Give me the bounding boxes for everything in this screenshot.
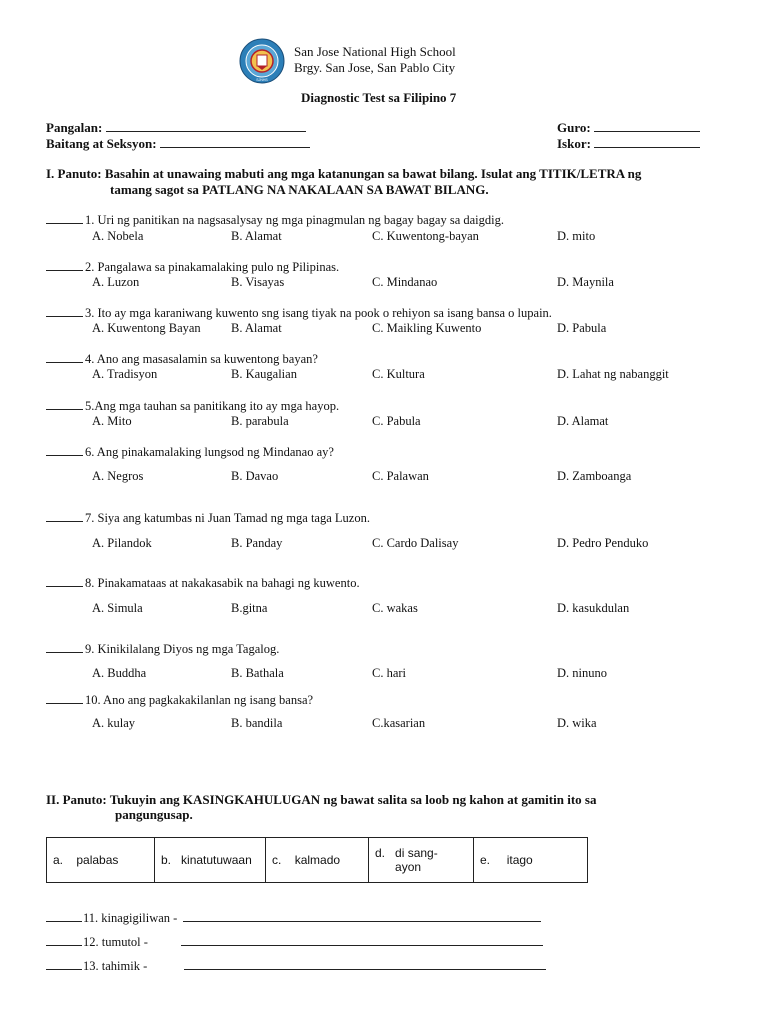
question-text: 3. Ito ay mga karaniwang kuwento sng isang tiyak na pook o rehiyon sa isang bansa o lupain. <box>85 306 552 320</box>
question-5-option-d: D. Alamat <box>557 414 609 428</box>
answer-blank[interactable] <box>46 958 82 970</box>
answer-item-label: 13. tahimik - <box>83 959 148 973</box>
part1-instruction-line2: tamang sagot sa PATLANG NA NAKALAAN SA BAWAT BILANG. <box>110 182 489 197</box>
question-5-option-c: C. Pabula <box>372 414 421 428</box>
answer-item-label: 12. tumutol - <box>83 935 148 949</box>
score-blank[interactable] <box>594 136 700 148</box>
question-10-option-d: D. wika <box>557 716 597 730</box>
choice-letter: b. <box>161 853 172 867</box>
question-2-option-a: A. Luzon <box>92 275 140 289</box>
answer-blank[interactable] <box>46 910 82 922</box>
question-4-option-b: B. Kaugalian <box>231 367 297 381</box>
choice-cell-b <box>155 838 266 883</box>
answer-blank[interactable] <box>46 398 83 410</box>
choice-letter: d. <box>375 846 386 860</box>
question-3-option-a: A. Kuwentong Bayan <box>92 321 201 335</box>
question-8-option-d: D. kasukdulan <box>557 601 630 615</box>
choice-cell-c <box>266 838 369 883</box>
question-9-option-b: B. Bathala <box>231 666 284 680</box>
question-10-option-a: A. kulay <box>92 716 136 730</box>
school-name: San Jose National High School <box>294 44 456 59</box>
question-7 <box>46 510 370 526</box>
question-7-option-a: A. Pilandok <box>92 536 152 550</box>
choice-letter: c. <box>272 853 282 867</box>
question-2-option-c: C. Mindanao <box>372 275 438 289</box>
question-4-option-a: A. Tradisyon <box>92 367 158 381</box>
answer-blank[interactable] <box>46 510 83 522</box>
teacher-field[interactable] <box>557 120 700 136</box>
question-8-option-c: C. wakas <box>372 601 418 615</box>
choice-cell-a <box>47 838 155 883</box>
question-1-option-c: C. Kuwentong-bayan <box>372 229 479 243</box>
question-1-option-d: D. mito <box>557 229 596 243</box>
answer-item-13[interactable] <box>46 958 546 974</box>
answer-item-11[interactable] <box>46 910 541 926</box>
section-field[interactable] <box>46 136 310 152</box>
question-7-option-d: D. Pedro Penduko <box>557 536 649 550</box>
choice-word: kinatutuwaan <box>181 853 252 867</box>
choice-cell-d <box>369 838 474 883</box>
question-4-option-c: C. Kultura <box>372 367 425 381</box>
sentence-line[interactable] <box>181 934 543 946</box>
question-text: 10. Ano ang pagkakakilanlan ng isang bansa? <box>85 693 314 707</box>
question-3-option-d: D. Pabula <box>557 321 607 335</box>
question-3-option-b: B. Alamat <box>231 321 282 335</box>
name-label: Pangalan: <box>46 120 103 135</box>
question-9-option-c: C. hari <box>372 666 407 680</box>
seal-lettering: SJNHS <box>256 78 268 82</box>
part2-instruction-line2: pangungusap. <box>115 807 193 822</box>
question-6-option-a: A. Negros <box>92 469 144 483</box>
question-5-option-b: B. parabula <box>231 414 289 428</box>
question-2 <box>46 259 339 275</box>
question-10-option-b: B. bandila <box>231 716 283 730</box>
choice-word: itago <box>506 853 533 867</box>
question-7-option-b: B. Panday <box>231 536 283 550</box>
question-3 <box>46 305 552 321</box>
question-text: 2. Pangalawa sa pinakamalaking pulo ng Pilipinas. <box>85 260 340 274</box>
part2-instruction-line1: II. Panuto: Tukuyin ang KASINGKAHULUGAN ng bawat salita sa loob ng kahon at gamitin ito sa <box>46 792 597 807</box>
question-text: 6. Ang pinakamalaking lungsod ng Mindanao ay? <box>85 445 334 459</box>
score-field[interactable] <box>557 136 700 152</box>
question-6-option-c: C. Palawan <box>372 469 429 483</box>
answer-item-12[interactable] <box>46 934 543 950</box>
section-blank[interactable] <box>160 136 310 148</box>
name-blank[interactable] <box>106 120 306 132</box>
question-1 <box>46 212 504 228</box>
teacher-label: Guro: <box>557 120 591 135</box>
question-6-option-b: B. Davao <box>231 469 279 483</box>
question-text: 9. Kinikilalang Diyos ng mga Tagalog. <box>85 642 280 656</box>
part1-instruction-line1: I. Panuto: Basahin at unawaing mabuti ang mga katanungan sa bawat bilang. Isulat ang TITIK/LETRA ng <box>46 166 642 181</box>
choice-letter: a. <box>53 853 64 867</box>
question-9 <box>46 641 279 657</box>
answer-blank[interactable] <box>46 212 83 224</box>
question-6-option-d: D. Zamboanga <box>557 469 632 483</box>
answer-blank[interactable] <box>46 692 83 704</box>
school-address: Brgy. San Jose, San Pablo City <box>294 60 456 75</box>
question-4-option-d: D. Lahat ng nabanggit <box>557 367 669 381</box>
answer-blank[interactable] <box>46 641 83 653</box>
question-text: 7. Siya ang katumbas ni Juan Tamad ng mga taga Luzon. <box>85 511 370 525</box>
question-text: 1. Uri ng panitikan na nagsasalysay ng mga pinagmulan ng bagay bagay sa daigdig. <box>85 213 504 227</box>
question-3-option-c: C. Maikling Kuwento <box>372 321 482 335</box>
question-8 <box>46 575 360 591</box>
name-field[interactable] <box>46 120 306 136</box>
question-6 <box>46 444 334 460</box>
answer-blank[interactable] <box>46 351 83 363</box>
choice-word: palabas <box>76 853 119 867</box>
question-text: 5.Ang mga tauhan sa panitikang ito ay mga hayop. <box>85 399 340 413</box>
answer-blank[interactable] <box>46 305 83 317</box>
question-4 <box>46 351 318 367</box>
answer-blank[interactable] <box>46 259 83 271</box>
choice-word: di sang-ayon <box>395 846 438 874</box>
test-title: Diagnostic Test sa Filipino 7 <box>301 90 457 105</box>
word-choice-box <box>46 837 588 883</box>
choice-word: kalmado <box>294 853 341 867</box>
sentence-line[interactable] <box>183 910 541 922</box>
question-9-option-d: D. ninuno <box>557 666 607 680</box>
question-9-option-a: A. Buddha <box>92 666 147 680</box>
question-2-option-d: D. Maynila <box>557 275 614 289</box>
answer-blank[interactable] <box>46 444 83 456</box>
teacher-blank[interactable] <box>594 120 700 132</box>
question-5-option-a: A. Mito <box>92 414 132 428</box>
question-text: 4. Ano ang masasalamin sa kuwentong bayan? <box>85 352 318 366</box>
question-10-option-c: C.kasarian <box>372 716 426 730</box>
question-8-option-a: A. Simula <box>92 601 143 615</box>
question-1-option-a: A. Nobela <box>92 229 144 243</box>
question-1-option-b: B. Alamat <box>231 229 282 243</box>
question-5 <box>46 398 339 414</box>
answer-item-label: 11. kinagigiliwan - <box>83 911 178 925</box>
choice-letter: e. <box>480 853 491 867</box>
section-label: Baitang at Seksyon: <box>46 136 157 151</box>
sentence-line[interactable] <box>184 958 546 970</box>
choice-cell-e <box>474 838 588 883</box>
answer-blank[interactable] <box>46 575 83 587</box>
answer-blank[interactable] <box>46 934 82 946</box>
score-label: Iskor: <box>557 136 591 151</box>
school-seal-logo <box>238 38 286 84</box>
question-text: 8. Pinakamataas at nakakasabik na bahagi ng kuwento. <box>85 576 360 590</box>
question-8-option-b: B.gitna <box>231 601 268 615</box>
question-7-option-c: C. Cardo Dalisay <box>372 536 459 550</box>
question-10 <box>46 692 313 708</box>
question-2-option-b: B. Visayas <box>231 275 285 289</box>
